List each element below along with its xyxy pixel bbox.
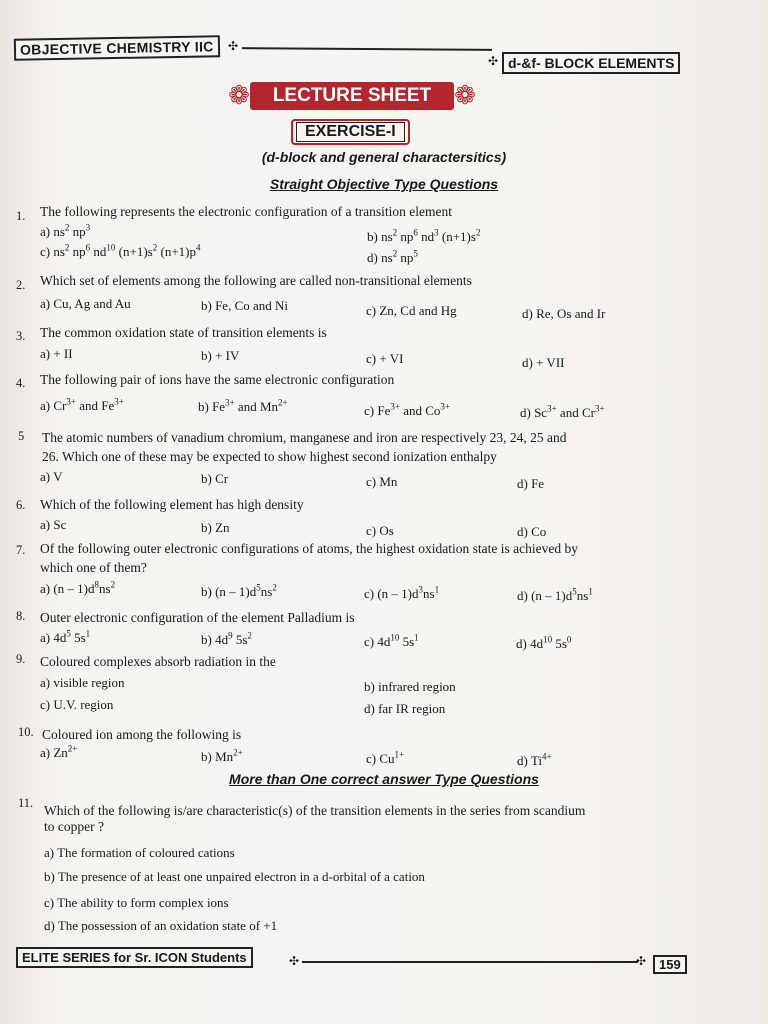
question-text: Of the following outer electronic configurations of atoms, the highest oxidation state is achieved by [40,541,578,556]
option: a) $(n - 1)d^8ns^2$ [40,579,116,596]
question-text: Which of the following element has high density [40,497,304,512]
series-footer: ELITE SERIES for Sr. ICON Students [16,947,253,968]
ornament-icon: ✣ [289,954,300,968]
question-text: The common oxidation state of transition elements is [40,325,327,340]
option: c) $Fe^{3+}$ and $Co^{3+}$ [364,401,450,418]
question-text: The atomic numbers of vanadium chromium, manganese and iron are respectively 23, 24, 25 and [42,430,567,445]
option: b) Zn [201,520,230,535]
chapter-title: d-&f- BLOCK ELEMENTS [502,52,680,74]
book-title: OBJECTIVE CHEMISTRY IIC [14,35,220,61]
question-number: 2. [16,278,26,292]
option: c) $(n - 1)d^3ns^1$ [364,584,440,601]
question-number: 6. [16,498,26,512]
option: c) + VI [366,351,404,366]
option: a) The formation of coloured cations [44,845,235,860]
option: d) + VII [522,355,565,370]
ornament-icon: ✣ [228,39,239,53]
option: c) $4d^{10}$ $5s^1$ [364,632,419,649]
option: c) $Cu^{1+}$ [366,749,405,766]
option: c) U.V. region [40,697,114,712]
option: a) $Zn^{2+}$ [40,743,78,760]
option: d) Re, Os and Ir [522,306,606,321]
option: d) $Ti^{4+}$ [517,751,552,768]
option: c) The ability to form complex ions [44,895,229,910]
question-text-continued: 26. Which one of these may be expected to show highest second ionization enthalpy [42,449,497,464]
section-heading-label: Straight Objective Type Questions [269,176,499,192]
exercise-box [291,119,410,145]
option: b) Cr [201,471,229,486]
question-text: Coloured ion among the following is [42,727,242,742]
subtitle: (d-block and general charactersitics) [261,149,507,165]
option: b) The presence of at least one unpaired electron in a d-orbital of a cation [44,869,425,884]
option: d) Co [517,524,547,539]
page-number: 159 [653,955,687,974]
question-number: 10. [18,725,34,739]
question-number: 3. [16,329,26,343]
section-heading-multi [0,771,768,787]
question-number: 9. [16,652,26,666]
option: c) Zn, Cd and Hg [366,303,457,318]
option: a) + II [40,346,73,361]
option: b) $Fe^{3+}$ and $Mn^{2+}$ [198,397,288,414]
section-heading-label: More than One correct answer Type Questions [229,771,539,787]
question-text: Which set of elements among the following are called non-transitional elements [40,273,472,288]
question-number: 1. [16,209,26,223]
option: a) Sc [40,517,67,532]
option: b) infrared region [364,679,456,694]
ornament-icon: ✣ [488,54,499,68]
question-number: 8. [16,609,26,623]
question-text: Outer electronic configuration of the element Palladium is [40,610,355,625]
option: b) $Mn^{2+}$ [201,747,243,764]
flower-ornament-icon: ❁ [228,81,250,110]
lecture-sheet-banner [226,78,478,114]
option: c) Mn [366,474,398,489]
option: b) $4d^9$ $5s^2$ [201,630,252,647]
question-number: 7. [16,543,26,557]
option: b) Fe, Co and Ni [201,298,289,313]
question-text-continued: to copper ? [44,819,104,834]
question-text: Which of the following is/are characteristic(s) of the transition elements in the series from scandium [44,803,586,818]
question-text: Coloured complexes absorb radiation in the [40,654,276,669]
section-heading-single [0,176,768,192]
question-text-continued: which one of them? [40,560,147,575]
option: b) + IV [201,348,240,363]
option: a) $4d^5$ $5s^1$ [40,628,91,645]
banner-label: LECTURE SHEET [250,82,454,110]
question-number: 4. [16,376,26,390]
option: d) $(n - 1)d^5ns^1$ [517,586,593,603]
option: d) The possession of an oxidation state of +1 [44,918,278,933]
question-text: The following pair of ions have the same electronic configuration [40,372,395,387]
option: a) V [40,469,63,484]
option: c) $ns^2$ $np^6$ $nd^{10}$ $(n+1)s^2$ $(n+1)p^4$ [40,242,201,259]
question-number: 11. [18,796,34,810]
option: b) $(n - 1)d^5ns^2$ [201,582,277,599]
option: a) visible region [40,675,125,690]
option: d) Fe [517,476,545,491]
option: d) far IR region [364,701,446,716]
question-text: The following represents the electronic configuration of a transition element [40,204,452,219]
option: d) $Sc^{3+}$ and $Cr^{3+}$ [520,403,605,420]
option: a) $ns^2$ $np^3$ [40,222,91,239]
question-number: 5 [18,429,25,443]
footer-rule [302,961,638,963]
flower-ornament-icon: ❁ [454,81,476,110]
option: b) $ns^2$ $np^6$ $nd^3$ $(n+1)s^2$ [367,227,481,244]
exercise-label: EXERCISE-I [296,122,405,142]
header-rule [242,47,492,51]
option: a) $Cr^{3+}$ and $Fe^{3+}$ [40,396,124,413]
option: d) $ns^2$ $np^5$ [367,248,418,265]
ornament-icon: ✣ [636,954,647,968]
option: d) $4d^{10}$ $5s^0$ [516,634,572,651]
option: c) Os [366,523,394,538]
option: a) Cu, Ag and Au [40,296,131,311]
